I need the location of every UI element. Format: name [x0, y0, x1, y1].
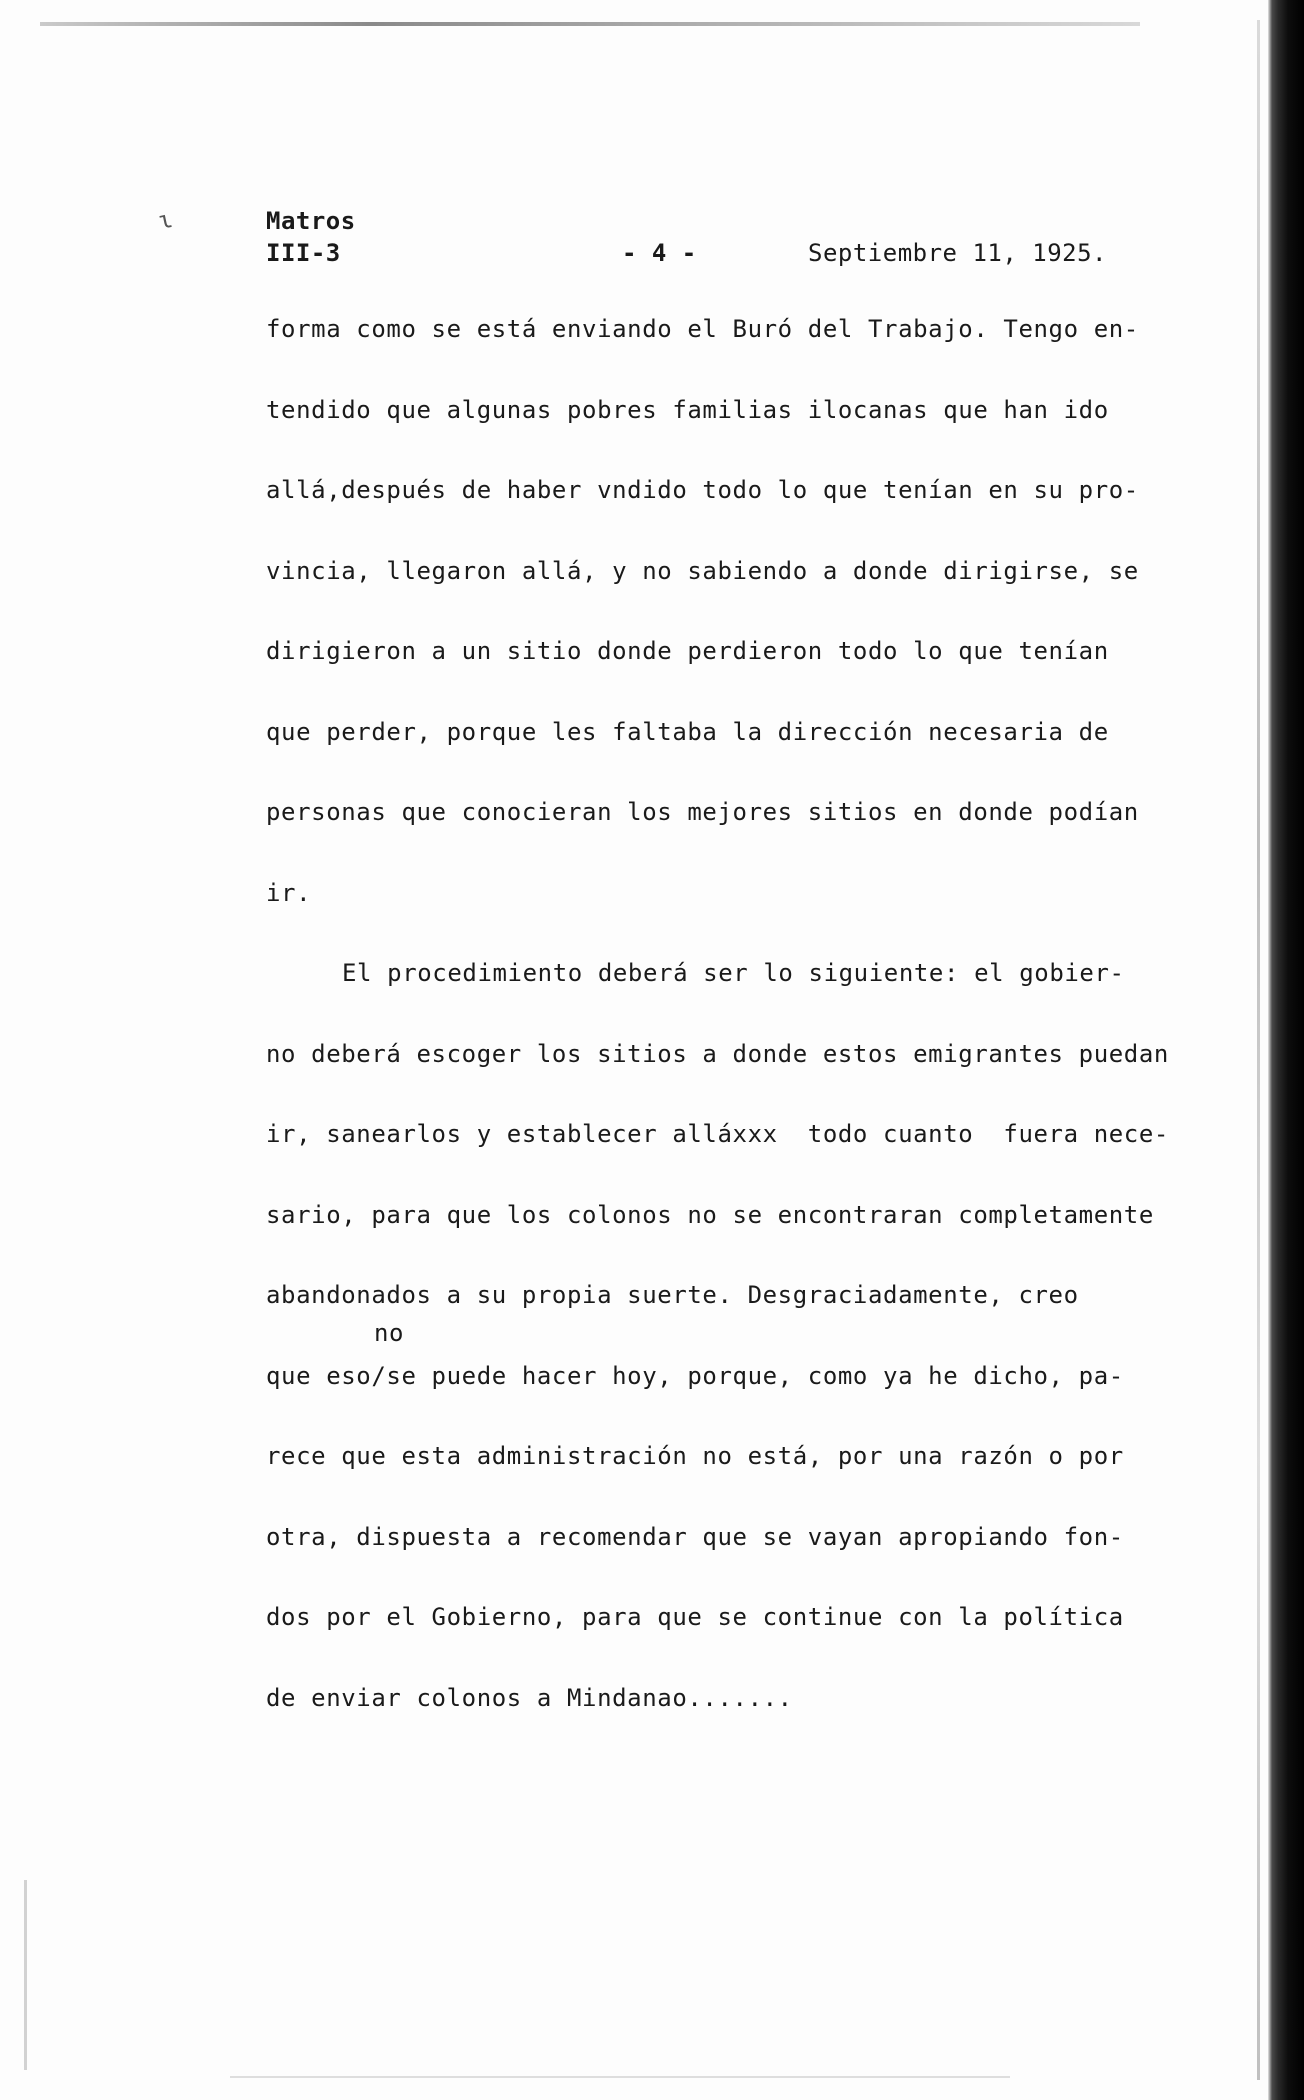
text-line: abandonados a su propia suerte. Desgraciadamente, creo: [266, 1281, 1079, 1309]
text-line: ir.: [266, 878, 312, 907]
document-date: Septiembre 11, 1925.: [808, 239, 1107, 267]
header-info-row: [266, 237, 1146, 269]
text-line: forma como se está enviando el Buró del Trabajo. Tengo en-: [266, 315, 1139, 343]
interlinear-correction: no: [374, 1319, 405, 1347]
document-header: [266, 205, 1146, 269]
text-line: tendido que algunas pobres familias ilocanas que han ido: [266, 395, 1109, 424]
text-line: sario, para que los colonos no se encontraran completamente: [266, 1200, 1154, 1229]
page-bottom-edge: [230, 2076, 1010, 2078]
text-line: vincia, llegaron allá, y no sabiendo a donde dirigirse, se: [266, 556, 1139, 585]
page-left-edge: [24, 1880, 27, 2070]
text-line: personas que conocieran los mejores sitios en donde podían: [266, 798, 1139, 826]
text-line: de enviar colonos a Mindanao.......: [266, 1683, 793, 1712]
page-right-edge: [1268, 0, 1304, 2100]
section-code: III-3: [266, 239, 341, 267]
text-line: rece que esta administración no está, por una razón o por: [266, 1442, 1124, 1470]
text-line: dos por el Gobierno, para que se continue con la política: [266, 1603, 1124, 1631]
margin-mark: ɩ: [155, 204, 176, 236]
paragraph-start-line: El procedimiento deberá ser lo siguiente: el gobier-: [342, 959, 1125, 987]
text-line: no deberá escoger los sitios a donde estos emigrantes puedan: [266, 1039, 1169, 1068]
text-line: allá,después de haber vndido todo lo que tenían en su pro-: [266, 476, 1139, 504]
document-body: [266, 303, 1206, 1752]
text-line: ir, sanearlos y establecer alláxxx todo cuanto fuera nece-: [266, 1120, 1169, 1148]
page-inner-fold: [1257, 20, 1260, 2080]
page-number: - 4 -: [622, 239, 697, 267]
text-line: dirigieron a un sitio donde perdieron todo lo que tenían: [266, 637, 1109, 665]
text-line: que perder, porque les faltaba la dirección necesaria de: [266, 717, 1109, 746]
text-line: que eso/se puede hacer hoy, porque, como ya he dicho, pa-: [266, 1361, 1124, 1390]
header-author-row: [266, 205, 1146, 237]
page-top-edge: [40, 22, 1140, 26]
text-line: otra, dispuesta a recomendar que se vayan apropiando fon-: [266, 1522, 1124, 1551]
author-name: Matros: [266, 207, 356, 235]
